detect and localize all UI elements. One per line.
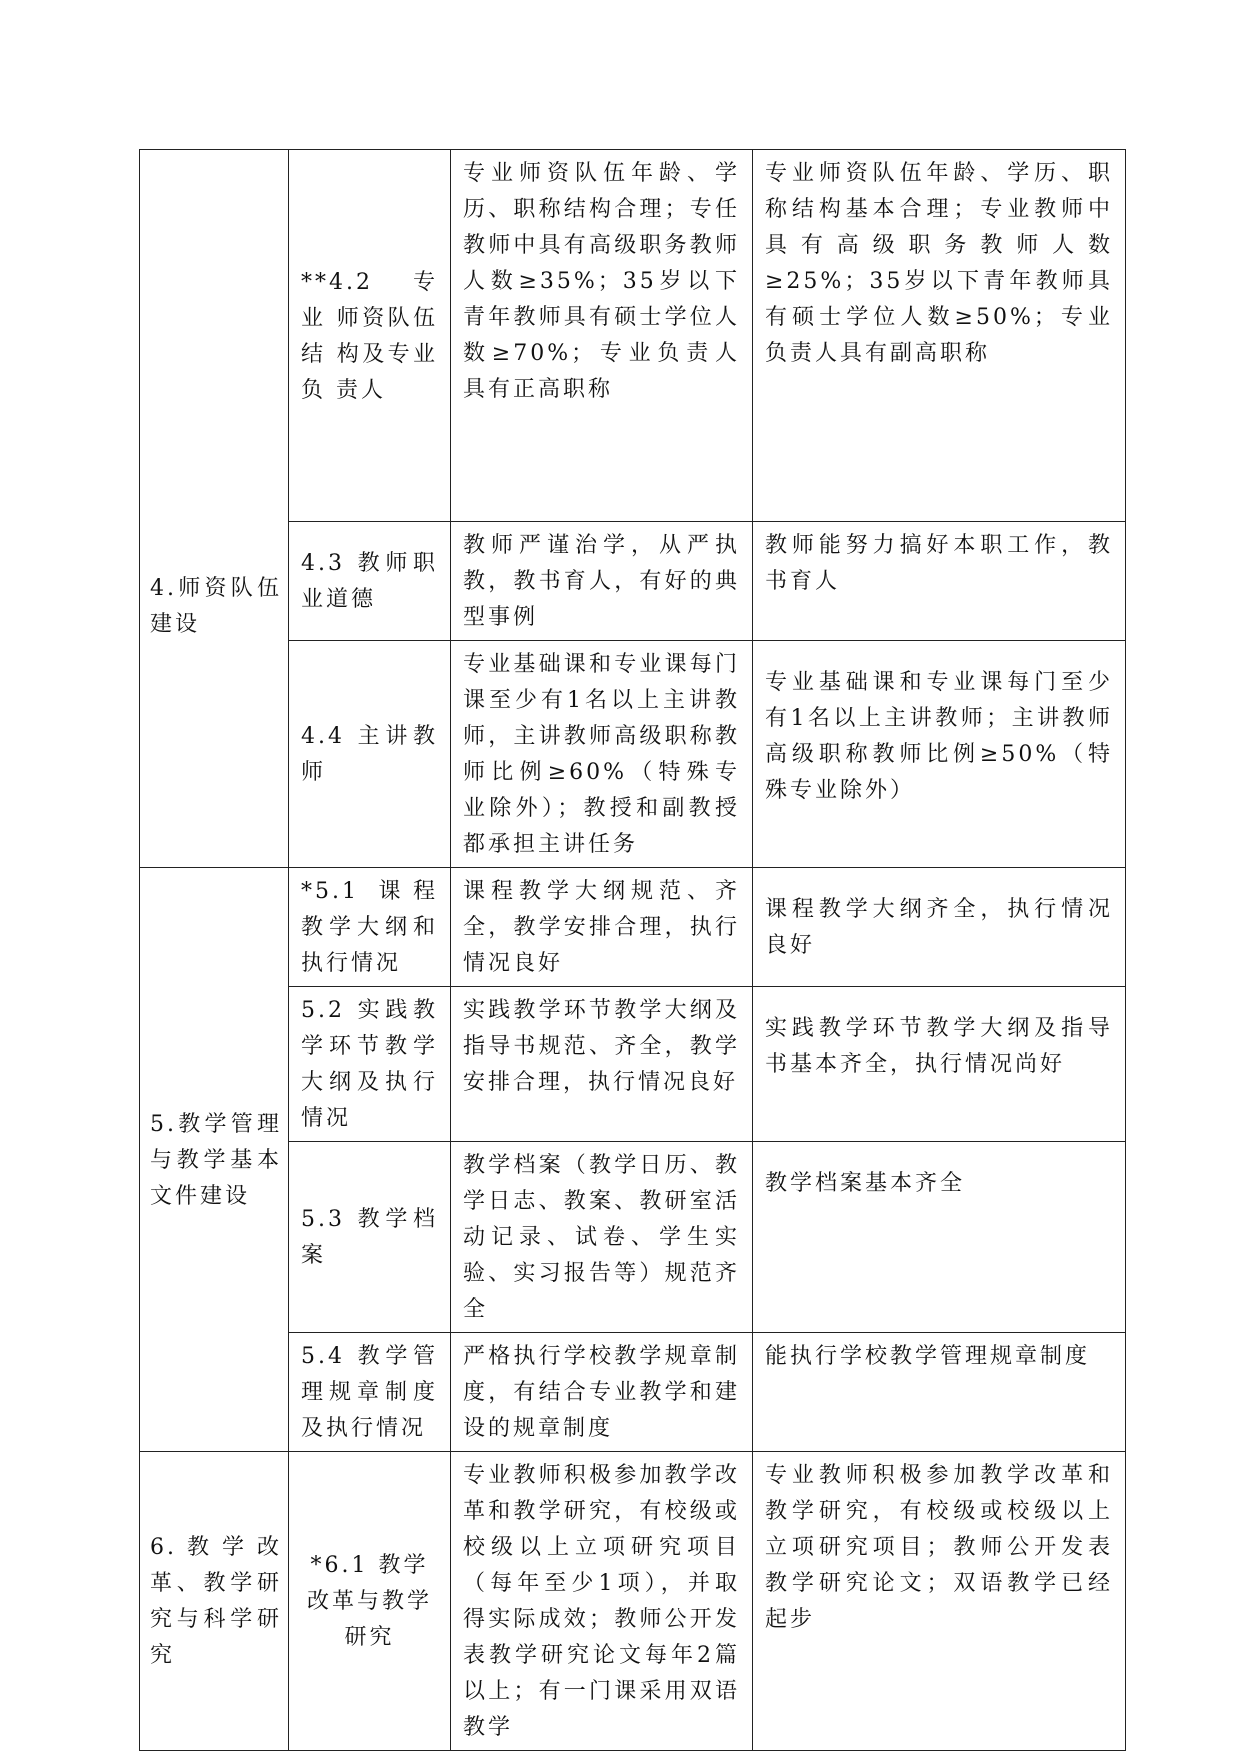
qualified-text: 能执行学校教学管理规章制度 bbox=[765, 1344, 1091, 1369]
excellent-cell bbox=[451, 1333, 753, 1452]
qualified-cell bbox=[753, 1333, 1126, 1452]
qualified-cell bbox=[753, 641, 1126, 868]
item-cell bbox=[289, 987, 451, 1142]
item-label: **4.2 专 业 师资队伍结 构及专业负 责人 bbox=[301, 269, 438, 403]
item-cell bbox=[289, 868, 451, 987]
item-cell bbox=[289, 641, 451, 868]
item-label: 5.4 教学管理规章制度及执行情况 bbox=[301, 1344, 438, 1441]
qualified-text: 教学档案基本齐全 bbox=[765, 1171, 966, 1196]
excellent-cell bbox=[451, 641, 753, 868]
qualified-text: 实践教学环节教学大纲及指导书基本齐全，执行情况尚好 bbox=[765, 1016, 1113, 1077]
excellent-text: 教学档案（教学日历、教学日志、教案、教研室活动记录、试卷、学生实验、实习报告等）规范齐全 bbox=[463, 1153, 740, 1322]
item-cell bbox=[289, 522, 451, 641]
excellent-text: 专业基础课和专业课每门课至少有1名以上主讲教师，主讲教师高级职称教师比例≥60%（特殊专业除外）；教授和副教授都承担主讲任务 bbox=[463, 652, 740, 857]
group-label: 4.师资队伍建设 bbox=[150, 575, 282, 637]
item-cell bbox=[289, 1142, 451, 1333]
excellent-cell bbox=[451, 1452, 753, 1751]
qualified-cell bbox=[753, 1142, 1126, 1333]
item-label: *6.1 教学改革与教学研究 bbox=[306, 1553, 432, 1650]
excellent-cell bbox=[451, 868, 753, 987]
table-row bbox=[140, 868, 1126, 987]
group-label: 5.教学管理与教学基本文件建设 bbox=[150, 1111, 282, 1209]
excellent-text: 实践教学环节教学大纲及指导书规范、齐全，教学安排合理，执行情况良好 bbox=[463, 998, 740, 1095]
table-row bbox=[140, 150, 1126, 522]
qualified-cell bbox=[753, 987, 1126, 1142]
qualified-cell bbox=[753, 522, 1126, 641]
item-label: 5.3 教学档案 bbox=[301, 1207, 438, 1268]
qualified-text: 教师能努力搞好本职工作，教书育人 bbox=[765, 533, 1113, 594]
item-cell bbox=[289, 1333, 451, 1452]
group-label: 6.教学改革、教学研究与科学研究 bbox=[150, 1535, 282, 1668]
excellent-text: 专业师资队伍年龄、学历、职称结构合理；专任教师中具有高级职务教师人数≥35%；35岁以下青年教师具有硕士学位人数≥70%；专业负责人具有正高职称 bbox=[463, 161, 740, 402]
group-cell bbox=[140, 150, 289, 868]
excellent-text: 教师严谨治学，从严执教，教书育人，有好的典型事例 bbox=[463, 533, 740, 630]
group-cell bbox=[140, 868, 289, 1452]
excellent-cell bbox=[451, 150, 753, 522]
excellent-text: 专业教师积极参加教学改革和教学研究，有校级或校级以上立项研究项目（每年至少1项），并取得实际成效；教师公开发表教学研究论文每年2篇以上；有一门课采用双语教学 bbox=[463, 1463, 740, 1740]
item-label: 5.2 实践教学环节教学大纲及执行情况 bbox=[301, 998, 438, 1131]
qualified-text: 专业师资队伍年龄、学历、职称结构基本合理；专业教师中具有高级职务教师人数≥25%；35岁以下青年教师具有硕士学位人数≥50%；专业负责人具有副高职称 bbox=[765, 161, 1113, 366]
item-cell bbox=[289, 1452, 451, 1751]
table-row bbox=[140, 1452, 1126, 1751]
excellent-text: 课程教学大纲规范、齐全，教学安排合理，执行情况良好 bbox=[463, 879, 740, 976]
evaluation-table bbox=[139, 149, 1126, 1751]
excellent-cell bbox=[451, 522, 753, 641]
excellent-text: 严格执行学校教学规章制度，有结合专业教学和建设的规章制度 bbox=[463, 1344, 740, 1441]
excellent-cell bbox=[451, 987, 753, 1142]
qualified-cell bbox=[753, 1452, 1126, 1751]
item-cell bbox=[289, 150, 451, 522]
item-label: 4.4 主讲教师 bbox=[301, 724, 438, 785]
qualified-text: 专业基础课和专业课每门至少有1名以上主讲教师；主讲教师高级职称教师比例≥50%（特殊专业除外） bbox=[765, 670, 1113, 803]
qualified-text: 专业教师积极参加教学改革和教学研究，有校级或校级以上立项研究项目；教师公开发表教学研究论文；双语教学已经起步 bbox=[765, 1463, 1113, 1632]
qualified-text: 课程教学大纲齐全，执行情况良好 bbox=[765, 897, 1113, 958]
item-label: 4.3 教师职业道德 bbox=[301, 551, 438, 612]
item-label: *5.1 课程教学大纲和执行情况 bbox=[301, 879, 438, 976]
group-cell bbox=[140, 1452, 289, 1751]
qualified-cell bbox=[753, 150, 1126, 522]
excellent-cell bbox=[451, 1142, 753, 1333]
qualified-cell bbox=[753, 868, 1126, 987]
